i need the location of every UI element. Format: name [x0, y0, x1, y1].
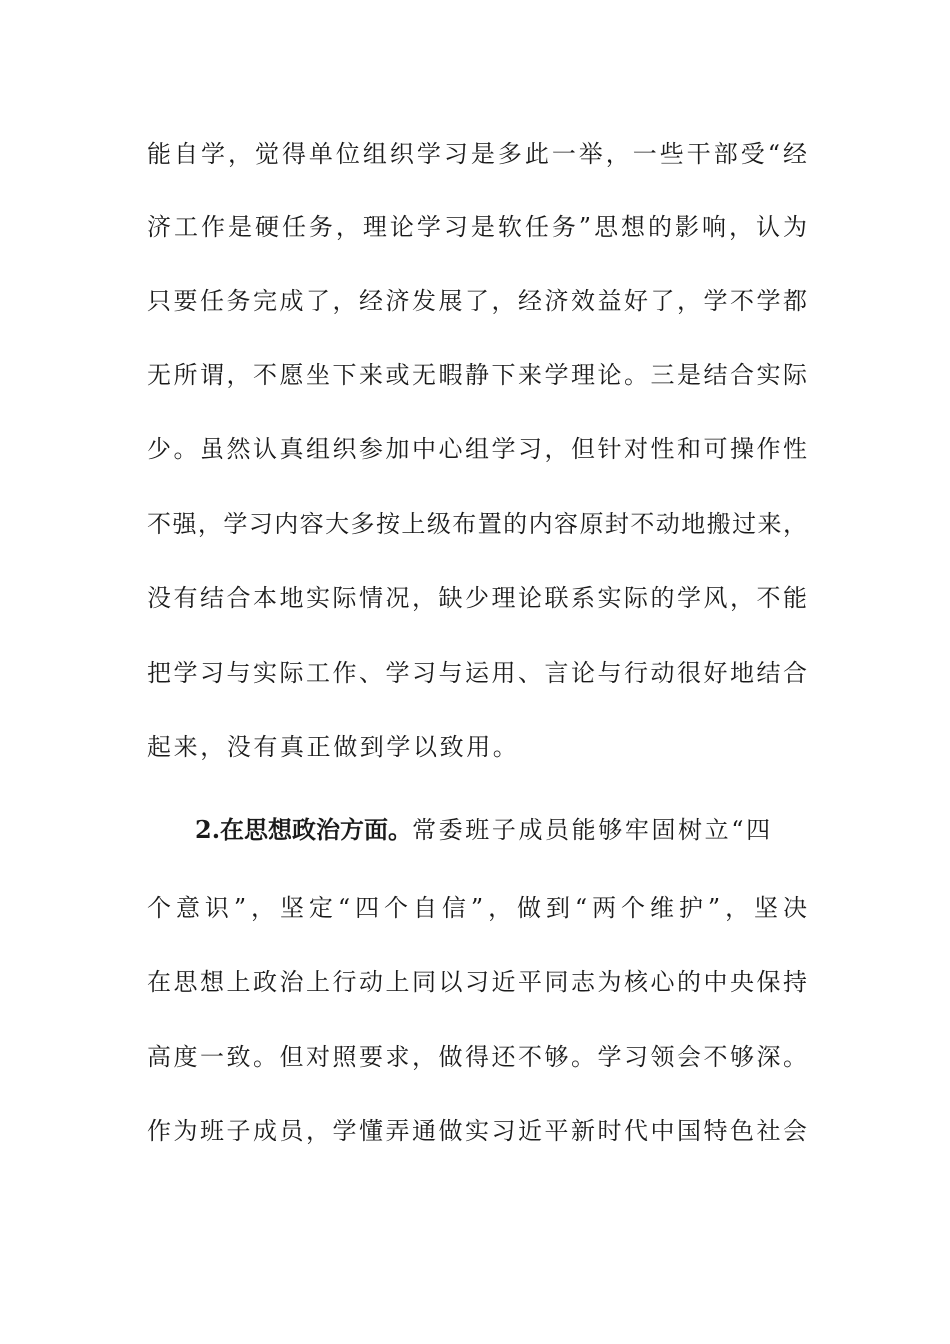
paragraph-1-line-3: 只要任务完成了，经济发展了，经济效益好了，学不学都	[147, 287, 807, 315]
paragraph-1-line-5: 少。虽然认真组织参加中心组学习，但针对性和可操作性	[147, 435, 807, 463]
paragraph-2-line-5: 作为班子成员，学懂弄通做实习近平新时代中国特色社会	[147, 1117, 807, 1145]
paragraph-2-line-3: 在思想上政治上行动上同以习近平同志为核心的中央保持	[147, 968, 807, 996]
paragraph-2-line-1-text: 常委班子成员能够牢固树立“四	[412, 816, 773, 844]
paragraph-1-line-1: 能自学，觉得单位组织学习是多此一举，一些干部受“经	[147, 140, 807, 168]
section-heading: 2.在思想政治方面。	[195, 815, 413, 844]
paragraph-1-line-4: 无所谓，不愿坐下来或无暇静下来学理论。三是结合实际	[147, 361, 807, 389]
paragraph-2-line-1	[195, 815, 807, 845]
paragraph-2-line-2: 个意识”，坚定“四个自信”，做到“两个维护”，坚决	[147, 894, 807, 922]
paragraph-2-line-4: 高度一致。但对照要求，做得还不够。学习领会不够深。	[147, 1043, 807, 1071]
paragraph-1-line-2: 济工作是硬任务，理论学习是软任务”思想的影响，认为	[147, 213, 807, 241]
paragraph-1-line-7: 没有结合本地实际情况，缺少理论联系实际的学风，不能	[147, 584, 807, 612]
paragraph-1-line-6: 不强，学习内容大多按上级布置的内容原封不动地搬过来，	[147, 510, 807, 538]
paragraph-1-line-9: 起来，没有真正做到学以致用。	[147, 733, 520, 761]
paragraph-1-line-8: 把学习与实际工作、学习与运用、言论与行动很好地结合	[147, 659, 807, 687]
